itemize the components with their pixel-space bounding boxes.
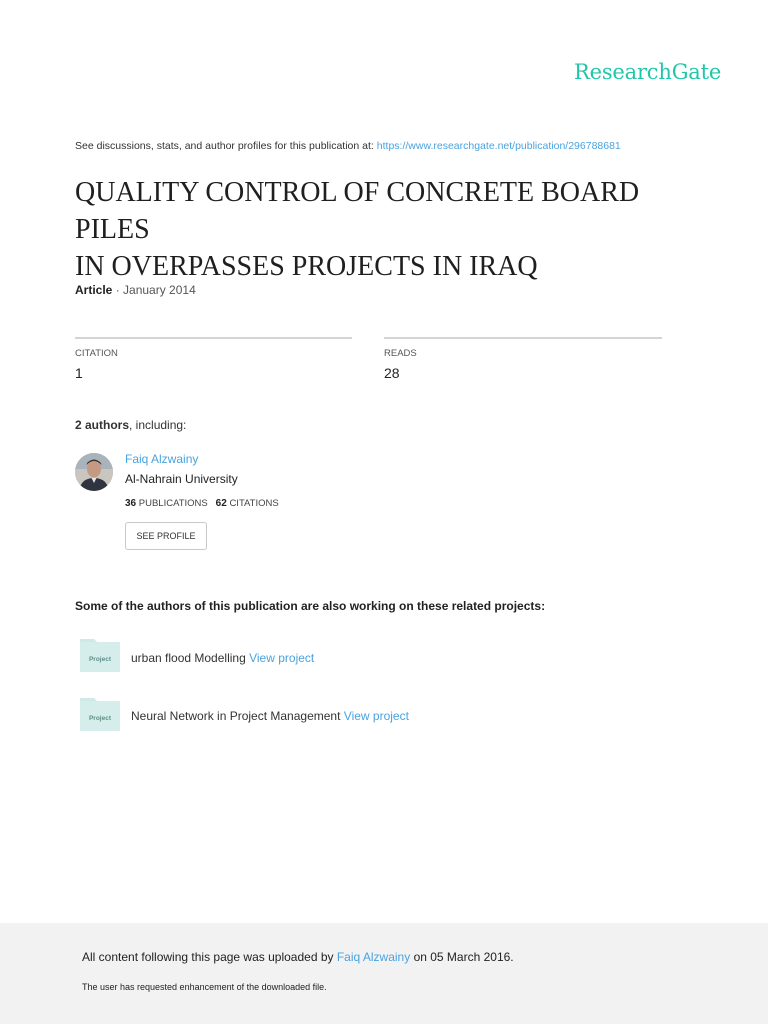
project-folder-icon[interactable]	[79, 637, 121, 673]
citation-divider	[75, 337, 352, 339]
article-type: Article	[75, 283, 113, 297]
article-date: January 2014	[123, 283, 196, 297]
author-citations-count: 62	[215, 498, 227, 509]
uploader-link[interactable]: Faiq Alzwainy	[336, 950, 411, 964]
researchgate-logo[interactable]: ResearchGate	[574, 60, 722, 84]
author-avatar[interactable]	[75, 453, 113, 491]
reads-count: 28	[384, 365, 400, 381]
title-line-1: QUALITY CONTROL OF CONCRETE BOARD PILES	[75, 177, 640, 245]
project-name: urban flood Modelling	[131, 651, 246, 665]
project-item-neural-network	[131, 709, 409, 723]
publication-link[interactable]: https://www.researchgate.net/publication/296788681	[376, 140, 621, 152]
project-folder-icon[interactable]	[79, 696, 121, 732]
footer-band	[0, 923, 768, 1024]
upload-prefix: All content following this page was uploaded by	[82, 950, 334, 964]
see-profile-button[interactable]: SEE PROFILE	[125, 522, 207, 550]
reads-label: READS	[384, 348, 417, 359]
reads-divider	[384, 337, 662, 339]
view-project-link[interactable]: View project	[343, 709, 409, 723]
publications-count: 36	[125, 498, 137, 509]
citation-label: CITATION	[75, 348, 118, 359]
publication-title	[75, 174, 715, 285]
authors-count: 2 authors	[75, 418, 130, 432]
avatar-photo	[75, 453, 113, 491]
publication-url-line	[75, 140, 621, 152]
article-meta	[75, 283, 196, 297]
project-icon-label: Project	[88, 715, 112, 722]
meta-separator: ·	[112, 283, 124, 297]
citation-count: 1	[75, 365, 83, 381]
author-institution: Al-Nahrain University	[125, 472, 238, 486]
authors-suffix: , including:	[129, 418, 187, 432]
author-stats	[125, 498, 279, 509]
related-projects-heading: Some of the authors of this publication are also working on these related projects:	[75, 599, 546, 613]
project-name: Neural Network in Project Management	[131, 709, 341, 723]
publications-label: PUBLICATIONS	[138, 498, 208, 509]
project-item-urban-flood	[131, 651, 314, 665]
view-project-link[interactable]: View project	[249, 651, 315, 665]
project-icon-label: Project	[88, 656, 112, 663]
author-name-link[interactable]: Faiq Alzwainy	[125, 452, 199, 466]
upload-date: on 05 March 2016.	[413, 950, 514, 964]
author-citations-label: CITATIONS	[229, 498, 279, 509]
enhancement-note: The user has requested enhancement of the downloaded file.	[82, 982, 327, 992]
upload-notice	[82, 950, 514, 964]
authors-heading	[75, 418, 186, 432]
title-line-2: IN OVERPASSES PROJECTS IN IRAQ	[75, 251, 538, 282]
intro-text: See discussions, stats, and author profiles for this publication at:	[75, 140, 374, 152]
